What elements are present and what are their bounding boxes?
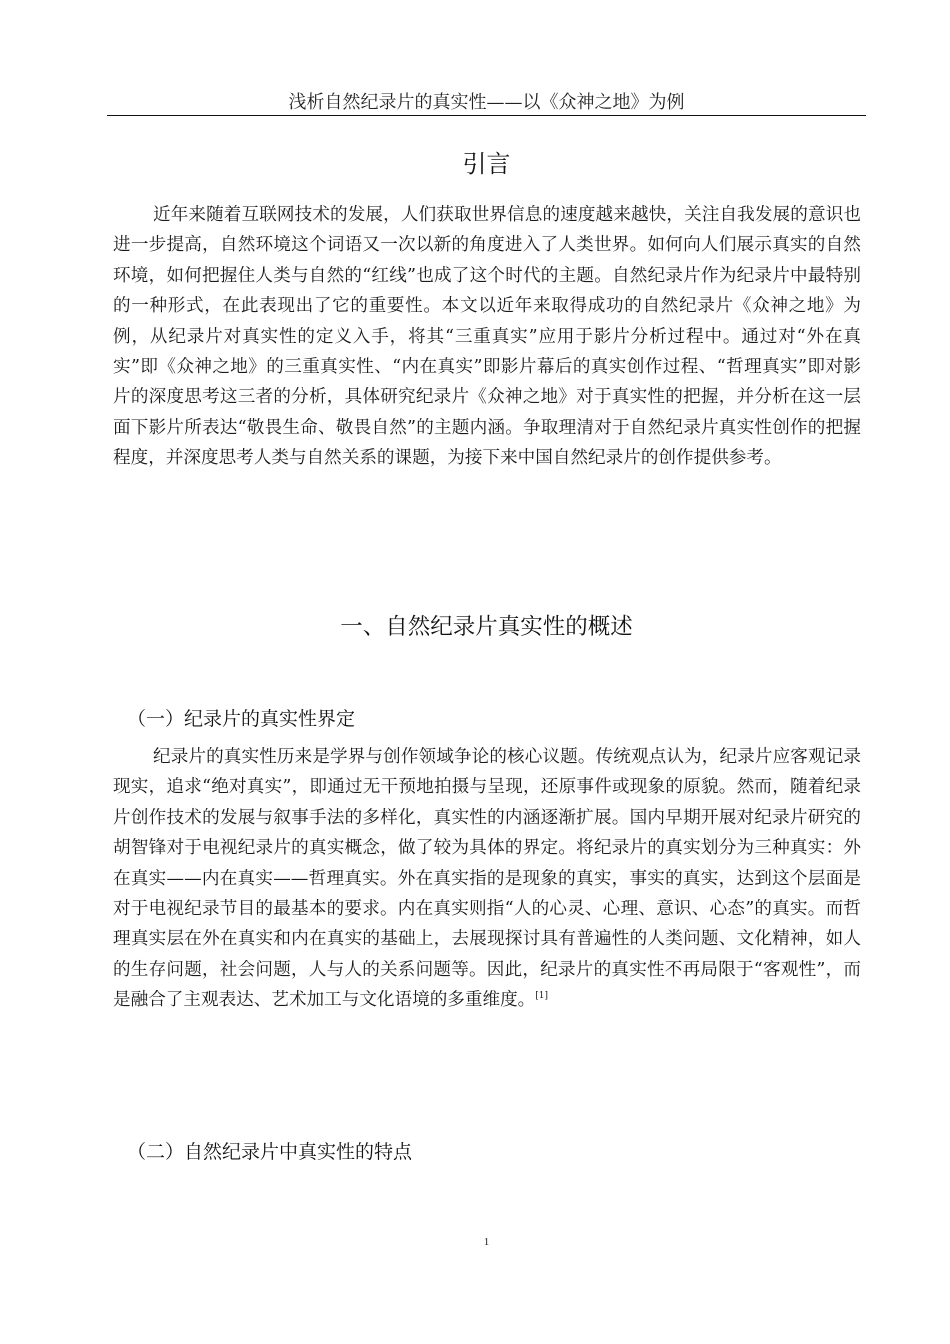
running-header: 浅析自然纪录片的真实性——以《众神之地》为例 — [288, 92, 685, 113]
section-1-heading: （一）纪录片的真实性界定 — [127, 708, 356, 730]
chapter-1-heading: 一、自然纪录片真实性的概述 — [340, 614, 633, 640]
header-divider — [107, 115, 866, 116]
citation-ref[interactable]: [1] — [535, 991, 549, 1002]
page-number: 1 — [483, 1236, 490, 1248]
section-1-text: 纪录片的真实性历来是学界与创作领域争论的核心议题。传统观点认为，纪录片应客观记录现实，追求“绝对真实”，即通过无干预地拍摄与呈现，还原事件或现象的原貌。然而，随着纪录片创作技术的发展与叙事手法的多样化，真实性的内涵逐渐扩展。国内早期开展对纪录片研究的胡智锋对于电视纪录片的真实概念，做了较为具体的界定。将纪录片的真实划分为三种真实：外在真实——内在真实——哲理真实。外在真实指的是现象的真实，事实的真实，达到这个层面是对于电视纪录节目的最基本的要求。内在真实则指“人的心灵、心理、意识、心态”的真实。而哲理真实层在外在真实和内在真实的基础上，去展现探讨具有普遍性的人类问题、文化精神，如人的生存问题，社会问题，人与人的关系问题等。因此，纪录片的真实性不再局限于“客观性”，而是融合了主观表达、艺术加工与文化语境的多重维度。 — [113, 747, 861, 1011]
section-2-heading: （二）自然纪录片中真实性的特点 — [127, 1141, 413, 1163]
intro-heading: 引言 — [462, 150, 511, 178]
intro-paragraph: 近年来随着互联网技术的发展，人们获取世界信息的速度越来越快，关注自我发展的意识也进一步提高，自然环境这个词语又一次以新的角度进入了人类世界。如何向人们展示真实的自然环境，如何把握住人类与自然的“红线”也成了这个时代的主题。自然纪录片作为纪录片中最特别的一种形式，在此表现出了它的重要性。本文以近年来取得成功的自然纪录片《众神之地》为例，从纪录片对真实性的定义入手，将其“三重真实”应用于影片分析过程中。通过对“外在真实”即《众神之地》的三重真实性、“内在真实”即影片幕后的真实创作过程、“哲理真实”即对影片的深度思考这三者的分析，具体研究纪录片《众神之地》对于真实性的把握，并分析在这一层面下影片所表达“敬畏生命、敬畏自然”的主题内涵。争取理清对于自然纪录片真实性创作的把握程度，并深度思考人类与自然关系的课题，为接下来中国自然纪录片的创作提供参考。 — [113, 205, 861, 469]
section-1-paragraph — [113, 742, 861, 1016]
